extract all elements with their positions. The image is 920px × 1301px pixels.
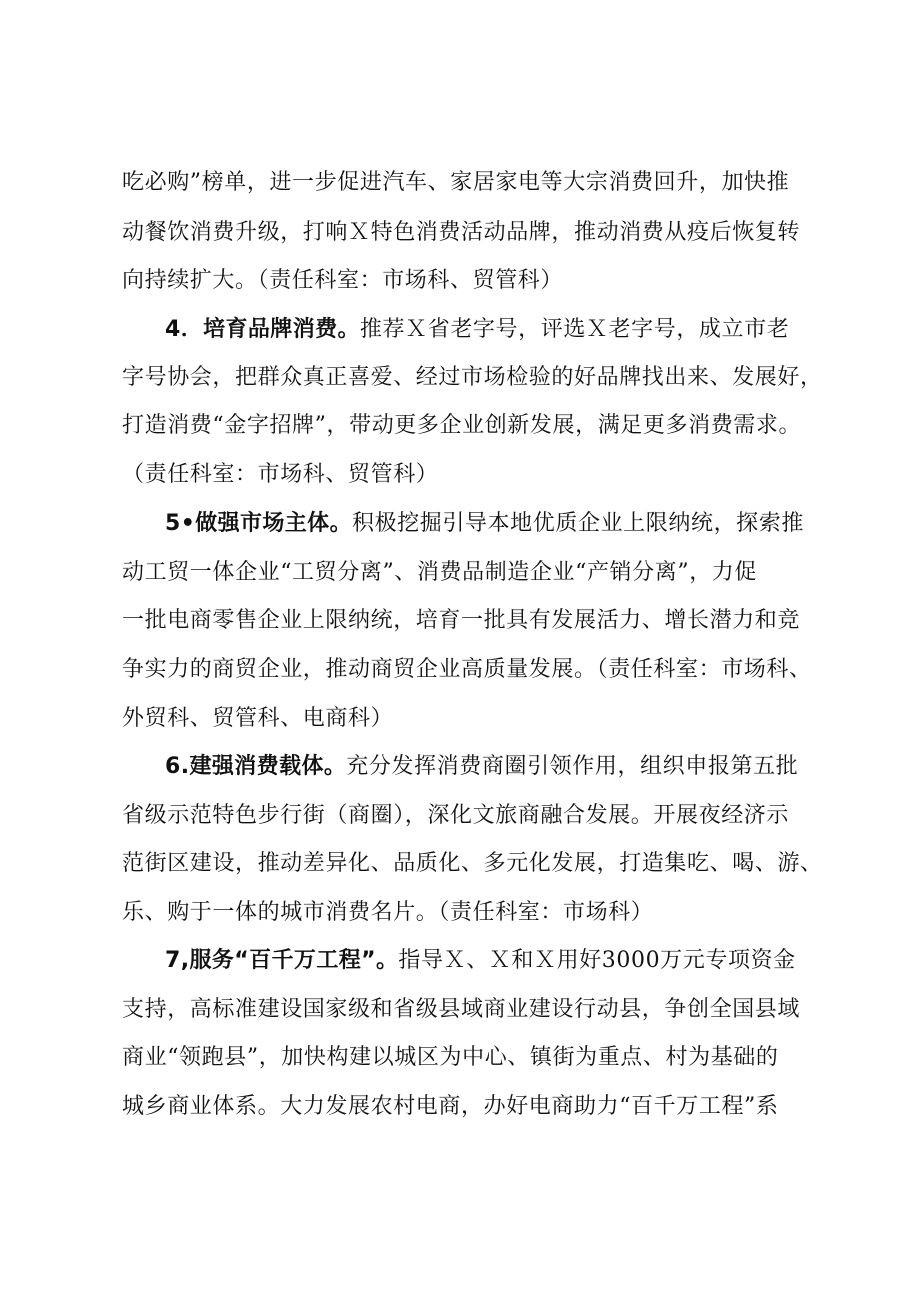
item-4-first-line — [165, 315, 832, 345]
body-text-line: 打造消费“金字招牌”，带动更多企业创新发展，满足更多消费需求。 — [122, 413, 802, 438]
body-text-line: 动工贸一体企业“工贸分离”、消费品制造企业“产销分离”，力促 — [122, 560, 757, 585]
item-5-text: 积极挖掘引导本地优质企业上限纳统，探索推 — [351, 511, 804, 536]
item-6-text: 充分发挥消费商圈引领作用，组织申报第五批 — [346, 754, 799, 779]
body-text-line: 省级示范特色步行街（商圈），深化文旅商融合发展。开展夜经济示 — [122, 803, 790, 828]
item-4-heading: 4．培育品牌消费。 — [165, 317, 360, 342]
item-6-heading: 6.建强消费载体。 — [165, 754, 347, 779]
body-text-line: 动餐饮消费升级，打响Ｘ特色消费活动品牌，推动消费从疫后恢复转 — [122, 220, 801, 245]
body-text-line: 支持，高标准建设国家级和省级县域商业建设行动县，争创全国县域 — [122, 997, 801, 1022]
item-5-heading: 5•做强市场主体。 — [165, 511, 352, 536]
item-4-text: 推荐Ｘ省老字号，评选Ｘ老字号，成立市老 — [359, 317, 790, 342]
item-6-first-line — [165, 752, 832, 782]
item-7-heading: 7,服务“百千万工程”。 — [165, 948, 399, 973]
body-text-line: 范街区建设，推动差异化、品质化、多元化发展，打造集吃、喝、游、 — [122, 851, 823, 876]
body-text-line: 城乡商业体系。大力发展农村电商，办好电商助力“百千万工程”系 — [122, 1094, 779, 1119]
item-5-first-line — [165, 509, 832, 539]
body-text-line: （责任科室：市场科、贸管科） — [122, 462, 439, 487]
body-text-line: 乐、购于一体的城市消费名片。（责任科室：市场科） — [122, 900, 654, 925]
body-text-line: 一批电商零售企业上限纳统，培育一批具有发展活力、增长潜力和竞 — [122, 608, 801, 633]
item-7-text: 指导Ｘ、Ｘ和Ｘ用好3000万元专项资金 — [398, 948, 796, 973]
body-text-line: 争实力的商贸企业，推动商贸企业高质量发展。（责任科室：市场科、 — [122, 657, 812, 682]
body-text-line: 商业“领跑县”，加快构建以城区为中心、镇街为重点、村为基础的 — [122, 1045, 779, 1070]
body-text-line: 吃必购”榜单，进一步促进汽车、家居家电等大宗消费回升，加快推 — [122, 170, 790, 195]
body-text-line: 向持续扩大。（责任科室：市场科、贸管科） — [122, 268, 564, 293]
body-text-line: 字号协会，把群众真正喜爱、经过市场检验的好品牌找出来、发展好， — [122, 365, 823, 390]
body-text-line: 外贸科、贸管科、电商科） — [122, 706, 394, 731]
item-7-first-line — [165, 946, 832, 976]
